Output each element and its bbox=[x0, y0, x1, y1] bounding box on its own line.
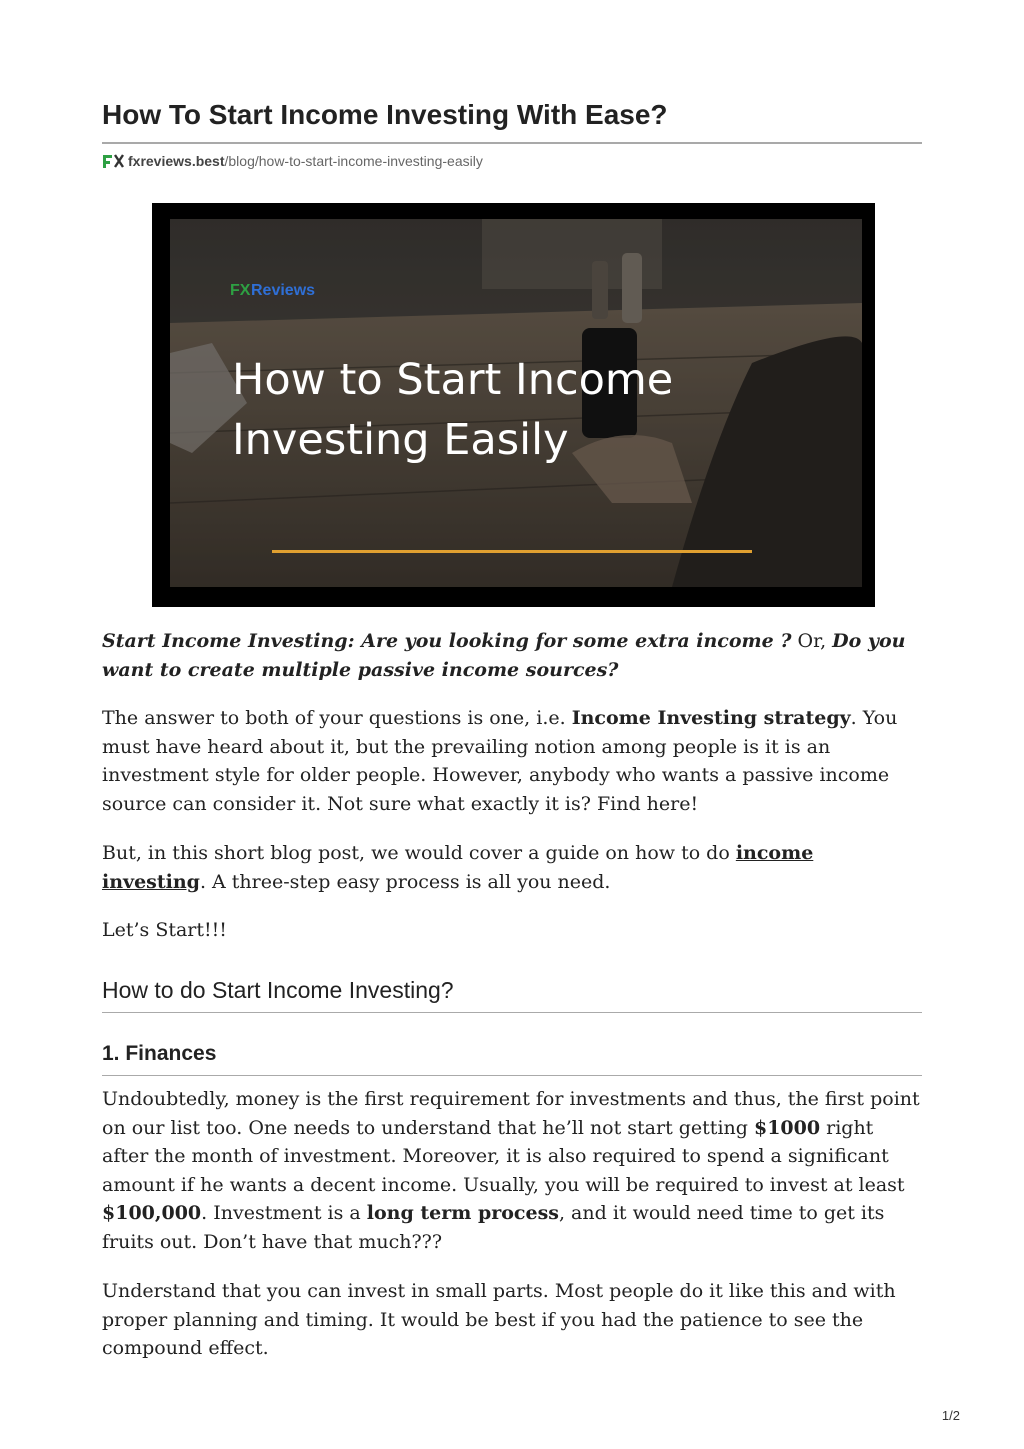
p4-strong-100000: $100,000 bbox=[102, 1202, 202, 1224]
p1-strong-strategy: Income Investing strategy bbox=[571, 707, 851, 729]
article-title: How To Start Income Investing With Ease? bbox=[102, 99, 668, 130]
intro-or: Or, bbox=[791, 630, 833, 652]
source-path: /blog/how-to-start-income-investing-easily bbox=[224, 153, 483, 169]
source-url[interactable] bbox=[102, 151, 483, 171]
paragraph-answer bbox=[102, 704, 922, 818]
p1-text-c: . You must have heard about it, but the prevailing notion among people is it is an investment style for older people. However, anybody who wants a passive income source can consider it. Not sure what exactly it is? Find here! bbox=[102, 707, 898, 815]
p4-strong-long-term: long term process bbox=[366, 1202, 559, 1224]
hero-accent-bar bbox=[272, 550, 752, 553]
section-divider bbox=[102, 1012, 922, 1013]
paragraph-guide bbox=[102, 839, 922, 896]
source-domain: fxreviews.best bbox=[128, 153, 225, 169]
section-heading: How to do Start Income Investing? bbox=[102, 977, 454, 1003]
fx-logo-icon bbox=[102, 153, 124, 169]
hero-headline-line1: How to Start Income bbox=[232, 355, 674, 405]
hero-brand-fx: FX bbox=[230, 282, 251, 299]
p2-text-c: . A three-step easy process is all you need. bbox=[199, 870, 611, 893]
subsection-divider bbox=[102, 1075, 922, 1076]
paragraph-small-parts: Understand that you can invest in small parts. Most people do it like this and with proper planning and timing. It would be best if you had the patience to see the compound effect. bbox=[102, 1280, 896, 1359]
title-divider bbox=[102, 142, 922, 144]
subsection-heading-finances: 1. Finances bbox=[102, 1042, 217, 1065]
p4-text-e: . Investment is a bbox=[201, 1202, 367, 1224]
page-number: 1/2 bbox=[941, 1408, 960, 1423]
hero-headline-line2: Investing Easily bbox=[232, 415, 569, 465]
income-investing-link[interactable]: income investing bbox=[102, 842, 814, 893]
p4-text-a: Undoubtedly, money is the first requirement for investments and thus, the first point on our list too. One needs to understand that he’ll not start getting bbox=[102, 1088, 920, 1139]
paragraph-finances bbox=[102, 1085, 922, 1256]
p4-text-c: right after the month of investment. Moreover, it is also required to spend a significant amount if he wants a decent income. Usually, you will be required to invest at least bbox=[102, 1116, 905, 1196]
p4-strong-1000: $1000 bbox=[753, 1116, 821, 1139]
hero-brand-reviews: Reviews bbox=[251, 282, 316, 299]
paragraph-lets-start: Let’s Start!!! bbox=[102, 919, 227, 941]
p4-text-g: , and it would need time to get its fruits out. Don’t have that much??? bbox=[102, 1202, 885, 1253]
hero-image bbox=[152, 203, 875, 607]
intro-question-2: Do you want to create multiple passive income sources? bbox=[102, 630, 906, 681]
intro-paragraph bbox=[102, 627, 922, 684]
p2-text-a: But, in this short blog post, we would cover a guide on how to do bbox=[102, 842, 736, 864]
p1-text-a: The answer to both of your questions is one, i.e. bbox=[102, 707, 572, 729]
intro-question-1: Start Income Investing: Are you looking for some extra income ? bbox=[102, 630, 792, 652]
